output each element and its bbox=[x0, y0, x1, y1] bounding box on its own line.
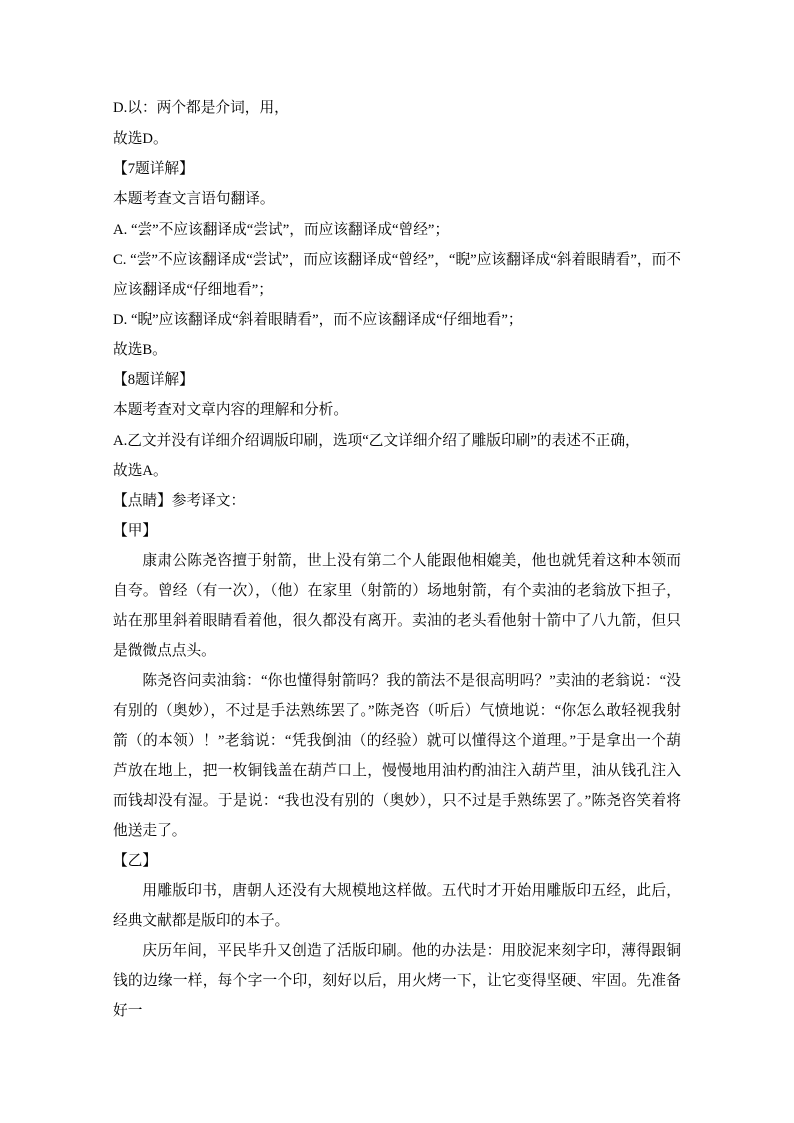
question7-option-d: D. “睨”应该翻译成“斜着眼睛看”，而不应该翻译成“仔细地看”； bbox=[113, 311, 523, 328]
question7-option-a: A. “尝”不应该翻译成“尝试”，而应该翻译成“曾经”； bbox=[113, 221, 450, 238]
question8-explanation-heading: 【8题详解】 bbox=[113, 372, 194, 388]
passage-jia-heading: 【甲】 bbox=[113, 523, 158, 539]
question8-answer: 故选A。 bbox=[113, 462, 168, 479]
question7-explanation-heading: 【7题详解】 bbox=[113, 161, 194, 177]
question8-option-a: A.乙文并没有详细介绍调版印刷，选项“乙文详细介绍了雕版印刷”的表述不正确， bbox=[113, 432, 640, 449]
question7-answer: 故选B。 bbox=[113, 341, 167, 358]
question6-option-d: D.以：两个都是介词，用， bbox=[113, 100, 289, 116]
question6-answer: 故选D。 bbox=[113, 130, 168, 147]
document-content bbox=[113, 93, 681, 1026]
question8-intro: 本题考查对文章内容的理解和分析。 bbox=[113, 402, 349, 418]
passage-yi-paragraph-1: 用雕版印书，唐朝人还没有大规模地这样做。五代时才开始用雕版印五经，此后，经典文献都是版印的本子。 bbox=[113, 883, 681, 929]
dianjing-reference-translation-heading: 【点睛】参考译文： bbox=[113, 493, 246, 509]
passage-yi-heading: 【乙】 bbox=[113, 853, 158, 869]
question7-option-c: C. “尝”不应该翻译成“尝试”，而应该翻译成“曾经”，“睨”应该翻译成“斜着眼睛看”，而不应该翻译成“仔细地看”； bbox=[113, 251, 681, 298]
passage-yi-paragraph-2: 庆历年间，平民毕升又创造了活版印刷。他的办法是：用胶泥来刻字印，薄得跟铜钱的边缘一样，每个字一个印，刻好以后，用火烤一下，让它变得坚硬、牢固。先准备好一 bbox=[113, 943, 681, 1019]
question7-intro: 本题考查文言语句翻译。 bbox=[113, 191, 275, 207]
passage-jia-paragraph-2: 陈尧咨问卖油翁：“你也懂得射箭吗？我的箭法不是很高明吗？”卖油的老翁说：“没有别的（奥妙），不过是手法熟练罢了。”陈尧咨（听后）气愤地说：“你怎么敢轻视我射箭（的本领）！”老翁说：“凭我倒油（的经验）就可以懂得这个道理。”于是拿出一个葫芦放在地上，把一枚铜钱盖在葫芦口上，慢慢地用油杓酌油注入葫芦里，油从钱孔注入而钱却没有湿。于是说：“我也没有别的（奥妙），只不过是手熟练罢了。”陈尧咨笑着将他送走了。 bbox=[113, 673, 681, 839]
passage-jia-paragraph-1: 康肃公陈尧咨擅于射箭，世上没有第二个人能跟他相媲美，他也就凭着这种本领而自夸。曾经（有一次），（他）在家里（射箭的）场地射箭，有个卖油的老翁放下担子，站在那里斜着眼睛看着他，很久都没有离开。卖油的老头看他射十箭中了八九箭，但只是微微点点头。 bbox=[113, 553, 681, 659]
